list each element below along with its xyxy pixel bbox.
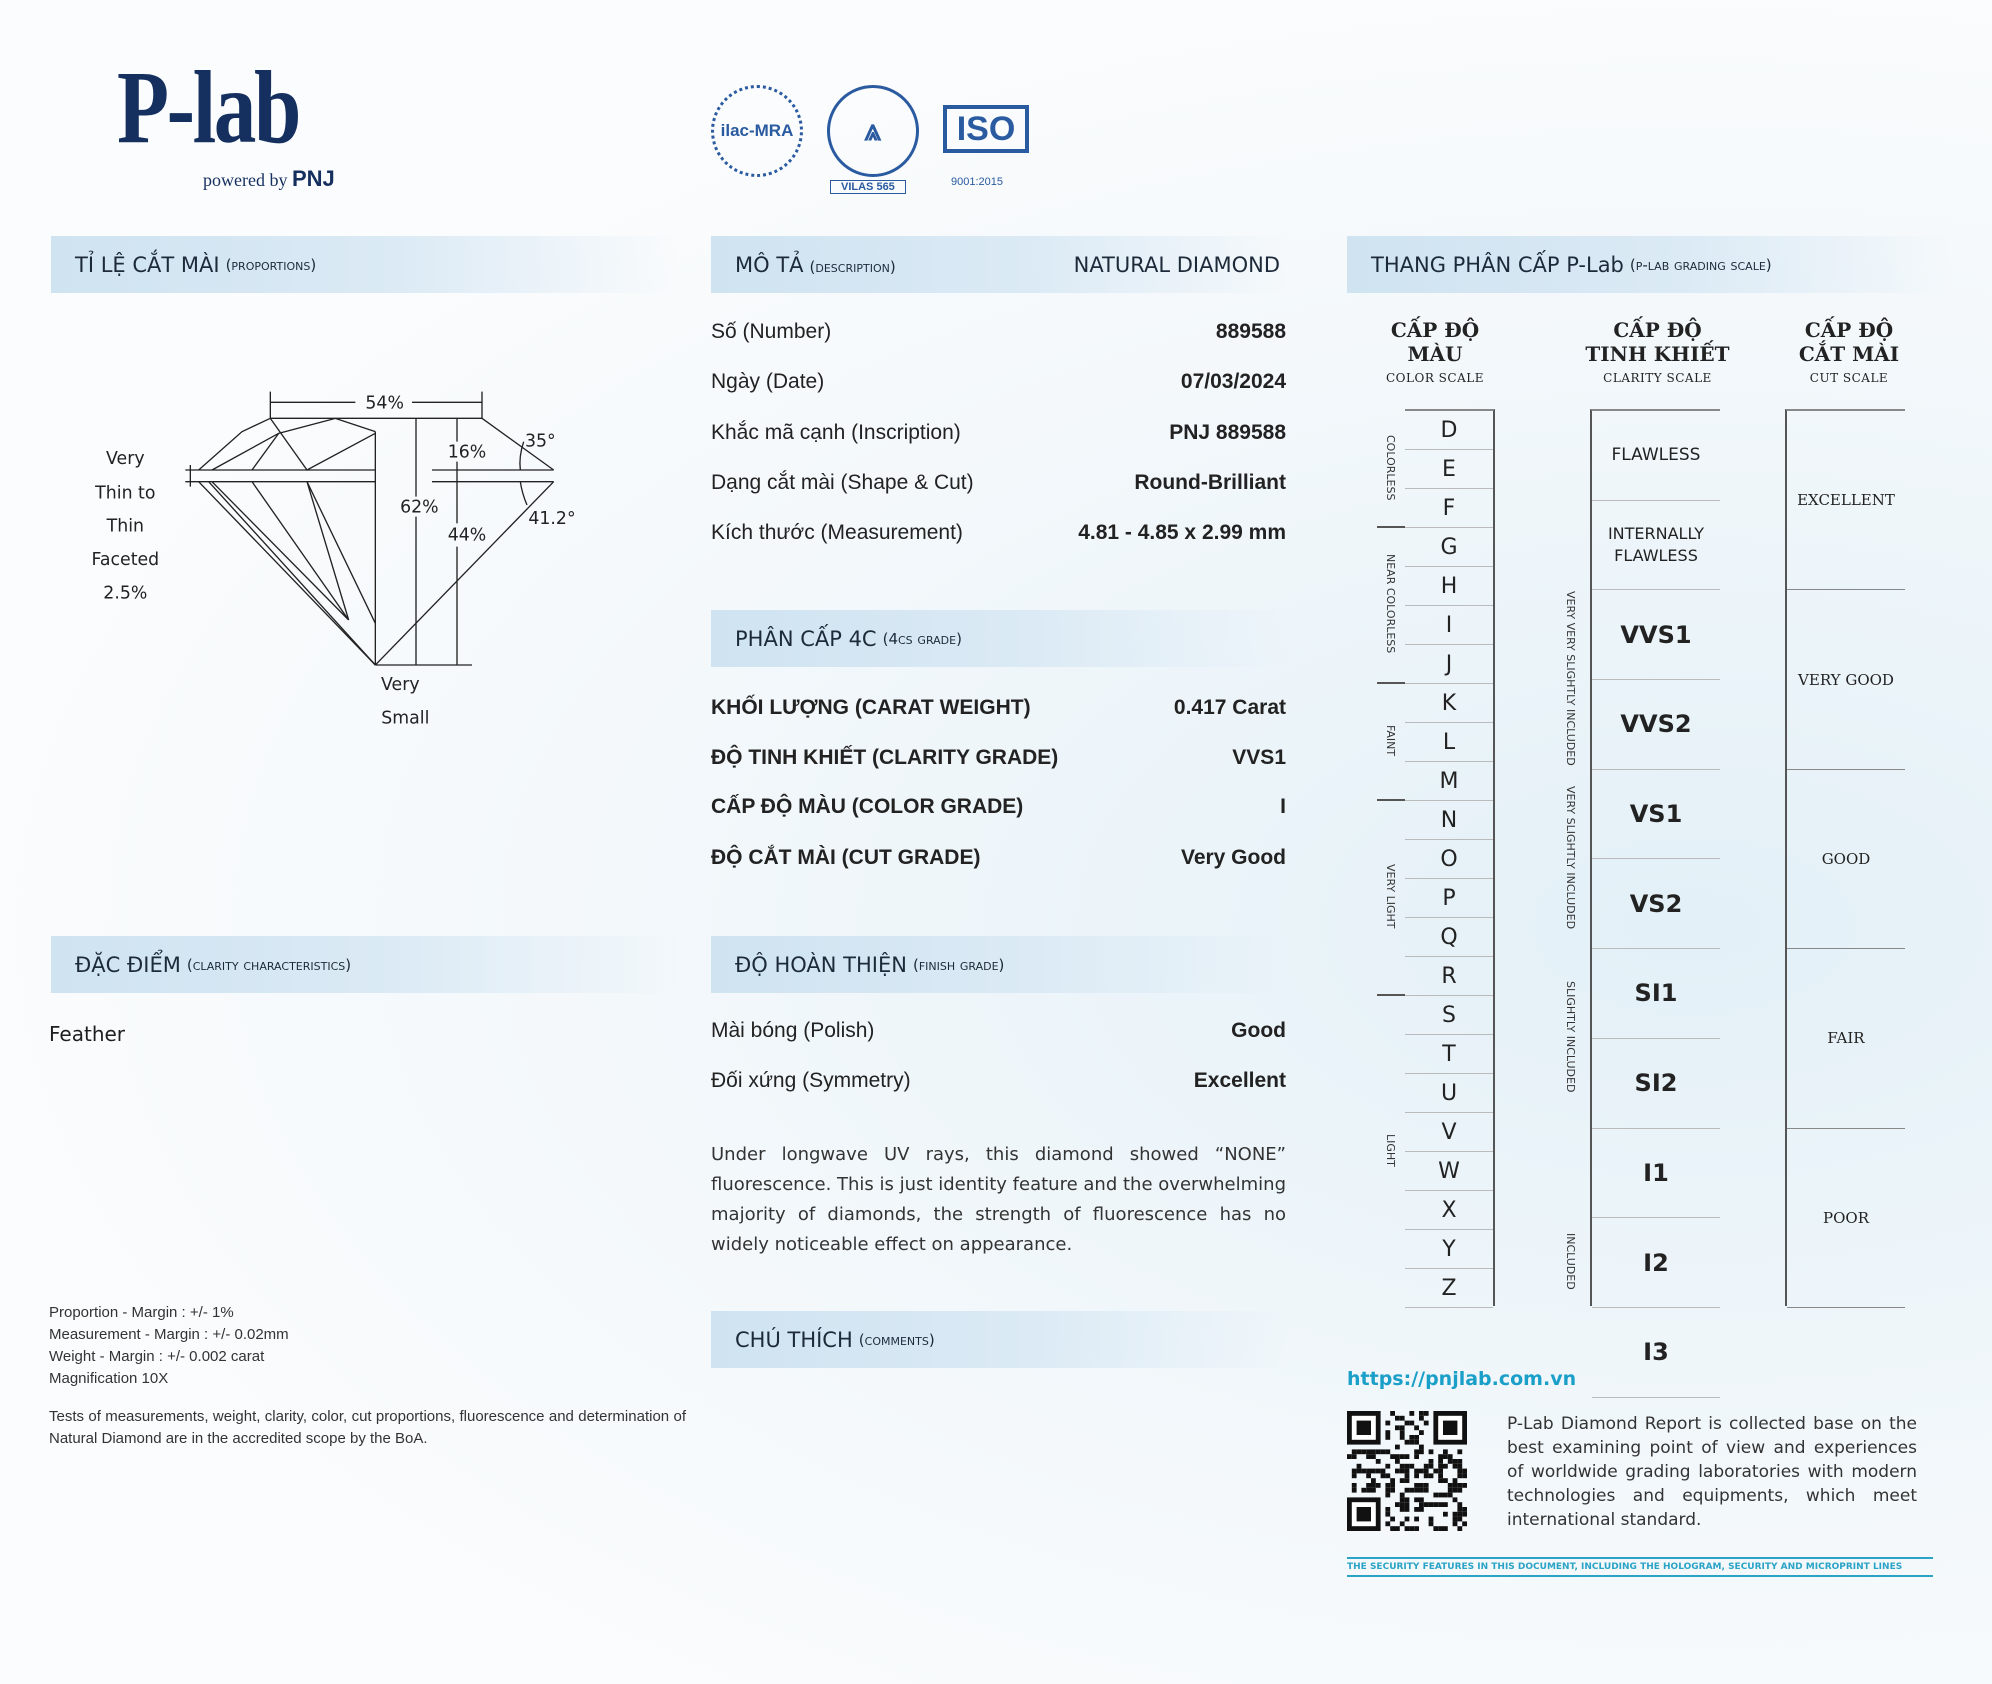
heading-line: CẤP ĐỘ	[1613, 318, 1702, 342]
margin-line: Weight - Margin : +/- 0.002 carat	[49, 1348, 265, 1365]
color-grade-cell: K	[1405, 684, 1493, 723]
girdle-label: Faceted	[91, 550, 160, 570]
grade-row	[711, 795, 1286, 819]
clarity-grade-cell: VS1	[1592, 770, 1720, 860]
row-label: KHỐI LƯỢNG (CARAT WEIGHT)	[711, 696, 1031, 719]
header-title: ĐẶC ĐIỂM	[75, 952, 181, 977]
girdle-label: Very	[106, 449, 145, 469]
girdle-label: Thin to	[95, 483, 156, 504]
color-grade-cell: Z	[1405, 1269, 1493, 1308]
clarity-grade-cell: INTERNALLY FLAWLESS	[1592, 501, 1720, 591]
pnj-logo: PNJ	[291, 166, 335, 191]
row-label: Kích thước (Measurement)	[711, 521, 963, 544]
cut-grade-cell: FAIR	[1787, 949, 1905, 1128]
clarity-grade-cell: VVS2	[1592, 680, 1720, 770]
cut-grade-list	[1785, 409, 1905, 1306]
color-group-label: LIGHT	[1384, 1133, 1397, 1167]
margin-line: Measurement - Margin : +/- 0.02mm	[49, 1326, 289, 1343]
clarity-grade-cell: I3	[1592, 1308, 1720, 1398]
clarity-group-label: VERY VERY SLIGHTLY INCLUDED	[1564, 590, 1577, 766]
clarity-grade-cell: SI2	[1592, 1039, 1720, 1129]
group-divider	[1377, 526, 1405, 528]
row-value: PNJ 889588	[1169, 421, 1286, 444]
clarity-scale-heading	[1580, 318, 1735, 390]
grade-row	[711, 696, 1286, 720]
header-title-en: (proportions)	[225, 255, 317, 274]
grading-scale-header	[1347, 236, 1954, 293]
description-row	[711, 521, 1286, 545]
crown-angle: 35°	[524, 431, 556, 452]
row-value: 4.81 - 4.85 x 2.99 mm	[1078, 521, 1286, 544]
about-text: P-Lab Diamond Report is collected base on the best examining point of view and experiences of worldwide grading laboratories with modern technologies and equipments, which meet international standard.	[1507, 1414, 1917, 1530]
vilas-label: VILAS 565	[830, 180, 906, 194]
header-title-en: (4cs grade)	[882, 629, 962, 648]
group-divider	[1377, 799, 1405, 801]
heading-line: MÀU	[1407, 342, 1463, 366]
color-grade-cell: P	[1405, 879, 1493, 918]
header-title: THANG PHÂN CẤP P-Lab	[1371, 252, 1624, 277]
header-title-en: (clarity characteristics)	[186, 955, 352, 974]
color-grade-cell: L	[1405, 723, 1493, 762]
plab-logo: P-lab	[117, 50, 299, 165]
row-value: I	[1280, 795, 1286, 818]
row-value: Good	[1231, 1019, 1286, 1042]
row-value: VVS1	[1232, 746, 1286, 769]
header-title: ĐỘ HOÀN THIỆN	[735, 952, 907, 977]
iso-standard: 9001:2015	[951, 176, 1003, 188]
clarity-scale	[1530, 409, 1720, 1367]
iso-badge: ISO	[943, 105, 1029, 153]
group-divider	[1377, 682, 1405, 684]
clarity-characteristic-value: Feather	[49, 1022, 126, 1046]
proportions-header	[51, 236, 677, 293]
fluorescence-note: Under longwave UV rays, this diamond showed “NONE” fluorescence. This is just identity feature and the overwhelming majority of diamonds, the strength of fluorescence has no widely noticeable effect on appearance.	[711, 1144, 1286, 1255]
color-grade-cell: S	[1405, 996, 1493, 1035]
color-grade-cell: R	[1405, 957, 1493, 996]
cut-scale	[1785, 409, 1905, 1306]
clarity-group-label: VERY SLIGHTLY INCLUDED	[1564, 785, 1577, 930]
grade-row	[711, 746, 1286, 770]
margin-line: Magnification 10X	[49, 1370, 169, 1387]
header-title-en: (comments)	[858, 1330, 935, 1349]
color-grade-cell: U	[1405, 1074, 1493, 1113]
heading-line: CẤP ĐỘ	[1804, 318, 1894, 342]
color-grade-cell: V	[1405, 1113, 1493, 1152]
header-title-en: (finish grade)	[912, 955, 1005, 974]
cut-grade-cell: EXCELLENT	[1787, 411, 1905, 590]
color-grade-cell: F	[1405, 489, 1493, 528]
heading-sub: CUT SCALE	[1809, 371, 1889, 385]
cut-grade-cell: VERY GOOD	[1787, 590, 1905, 769]
cut-scale-heading	[1784, 318, 1914, 390]
row-value: 889588	[1215, 320, 1286, 343]
color-grade-cell: Y	[1405, 1230, 1493, 1269]
grade-row	[711, 846, 1286, 870]
finish-row	[711, 1019, 1286, 1043]
description-header	[711, 236, 1290, 293]
margin-line: Proportion - Margin : +/- 1%	[49, 1304, 234, 1321]
clarity-grade-cell: VVS1	[1592, 590, 1720, 680]
girdle-label: 2.5%	[103, 583, 148, 604]
powered-by	[203, 166, 335, 192]
finish-row	[711, 1069, 1286, 1093]
description-row	[711, 471, 1286, 495]
clarity-grade-cell: SI1	[1592, 949, 1720, 1039]
color-grade-cell: Q	[1405, 918, 1493, 957]
finish-grade-header	[711, 936, 1290, 993]
color-grade-cell: J	[1405, 645, 1493, 684]
girdle-label: Thin	[106, 516, 145, 537]
color-group-label: COLORLESS	[1384, 434, 1397, 501]
row-value: Excellent	[1193, 1069, 1286, 1092]
description-row	[711, 421, 1286, 445]
row-label: Số (Number)	[711, 320, 832, 343]
color-scale	[1377, 409, 1493, 1306]
clarity-grade-cell: VS2	[1592, 859, 1720, 949]
color-grade-cell: W	[1405, 1152, 1493, 1191]
table-percent: 54%	[365, 393, 404, 414]
pavilion-depth: 44%	[447, 525, 487, 546]
header-title: CHÚ THÍCH	[735, 1327, 853, 1352]
color-grade-cell: I	[1405, 606, 1493, 645]
color-grade-cell: E	[1405, 450, 1493, 489]
ilac-mra-badge: ilac-MRA	[711, 85, 803, 177]
powered-by-text: powered by	[203, 170, 288, 190]
cut-grade-cell: POOR	[1787, 1129, 1905, 1308]
row-label: Dạng cắt mài (Shape & Cut)	[711, 471, 974, 494]
row-label: ĐỘ CẮT MÀI (CUT GRADE)	[711, 846, 981, 869]
color-grade-cell: H	[1405, 567, 1493, 606]
row-label: Mài bóng (Polish)	[711, 1019, 875, 1042]
heading-line: CẤP ĐỘ	[1390, 318, 1480, 342]
heading-sub: CLARITY SCALE	[1603, 371, 1712, 385]
comments-header	[711, 1311, 1290, 1368]
color-scale-heading	[1375, 318, 1495, 390]
color-group-label: VERY LIGHT	[1384, 864, 1397, 929]
crown-height: 16%	[447, 442, 487, 463]
description-row	[711, 370, 1286, 394]
heading-line: CẮT MÀI	[1798, 342, 1900, 366]
color-grade-cell: O	[1405, 840, 1493, 879]
clarity-group-label: SLIGHTLY INCLUDED	[1564, 981, 1577, 1093]
color-grade-cell: D	[1405, 411, 1493, 450]
proportions-diagram	[40, 370, 640, 740]
color-grade-cell: N	[1405, 801, 1493, 840]
clarity-grade-cell: I2	[1592, 1218, 1720, 1308]
grade-4c-header	[711, 610, 1290, 667]
margins-list	[49, 1302, 289, 1390]
description-row	[711, 320, 1286, 344]
color-grade-cell: G	[1405, 528, 1493, 567]
group-divider	[1377, 994, 1405, 996]
clarity-grade-list	[1590, 409, 1720, 1367]
row-value: Very Good	[1180, 846, 1286, 869]
website-link[interactable]: https://pnjlab.com.vn	[1347, 1368, 1577, 1390]
qr-code	[1347, 1411, 1467, 1531]
row-label: Ngày (Date)	[711, 370, 825, 393]
row-label: Đối xứng (Symmetry)	[711, 1069, 911, 1092]
color-group-label: NEAR COLORLESS	[1384, 554, 1397, 654]
row-value: Round-Brilliant	[1134, 471, 1286, 494]
row-value: 07/03/2024	[1180, 370, 1286, 393]
clarity-grade-cell: I1	[1592, 1129, 1720, 1219]
color-grade-cell: X	[1405, 1191, 1493, 1230]
row-label: ĐỘ TINH KHIẾT (CLARITY GRADE)	[711, 746, 1059, 769]
clarity-grade-cell: FLAWLESS	[1592, 411, 1720, 501]
color-grade-cell: T	[1405, 1035, 1493, 1074]
accreditation-scope: Tests of measurements, weight, clarity, color, cut proportions, fluorescence and determination of Natural Diamond are in the accredited scope by the BoA.	[49, 1408, 686, 1447]
color-grade-list	[1405, 409, 1495, 1306]
header-title: MÔ TẢ	[735, 252, 804, 277]
total-depth: 62%	[400, 497, 439, 518]
clarity-characteristics-header	[51, 936, 677, 993]
heading-line: TINH KHIẾT	[1585, 342, 1730, 366]
culet-label: Very	[381, 675, 420, 695]
cut-grade-cell: GOOD	[1787, 770, 1905, 949]
row-label: Khắc mã cạnh (Inscription)	[711, 421, 961, 444]
pavilion-angle: 41.2°	[528, 509, 576, 529]
boa-badge: ⩓	[827, 85, 919, 177]
header-title: TỈ LỆ CẮT MÀI	[75, 252, 220, 277]
header-title-en: (p-lab grading scale)	[1629, 255, 1772, 274]
header-title-en: (description)	[809, 257, 896, 276]
row-value: 0.417 Carat	[1173, 696, 1286, 719]
row-label: CẤP ĐỘ MÀU (COLOR GRADE)	[711, 795, 1024, 818]
clarity-group-label: INCLUDED	[1564, 1232, 1577, 1290]
security-microprint: THE SECURITY FEATURES IN THIS DOCUMENT, INCLUDING THE HOLOGRAM, SECURITY AND MICROPRINT LINES	[1347, 1557, 1933, 1577]
color-grade-cell: M	[1405, 762, 1493, 801]
header-title: PHÂN CẤP 4C	[735, 626, 877, 651]
culet-label: Small	[381, 708, 430, 729]
heading-sub: COLOR SCALE	[1386, 371, 1484, 385]
diamond-type: NATURAL DIAMOND	[1073, 252, 1280, 277]
color-group-label: FAINT	[1384, 724, 1397, 757]
